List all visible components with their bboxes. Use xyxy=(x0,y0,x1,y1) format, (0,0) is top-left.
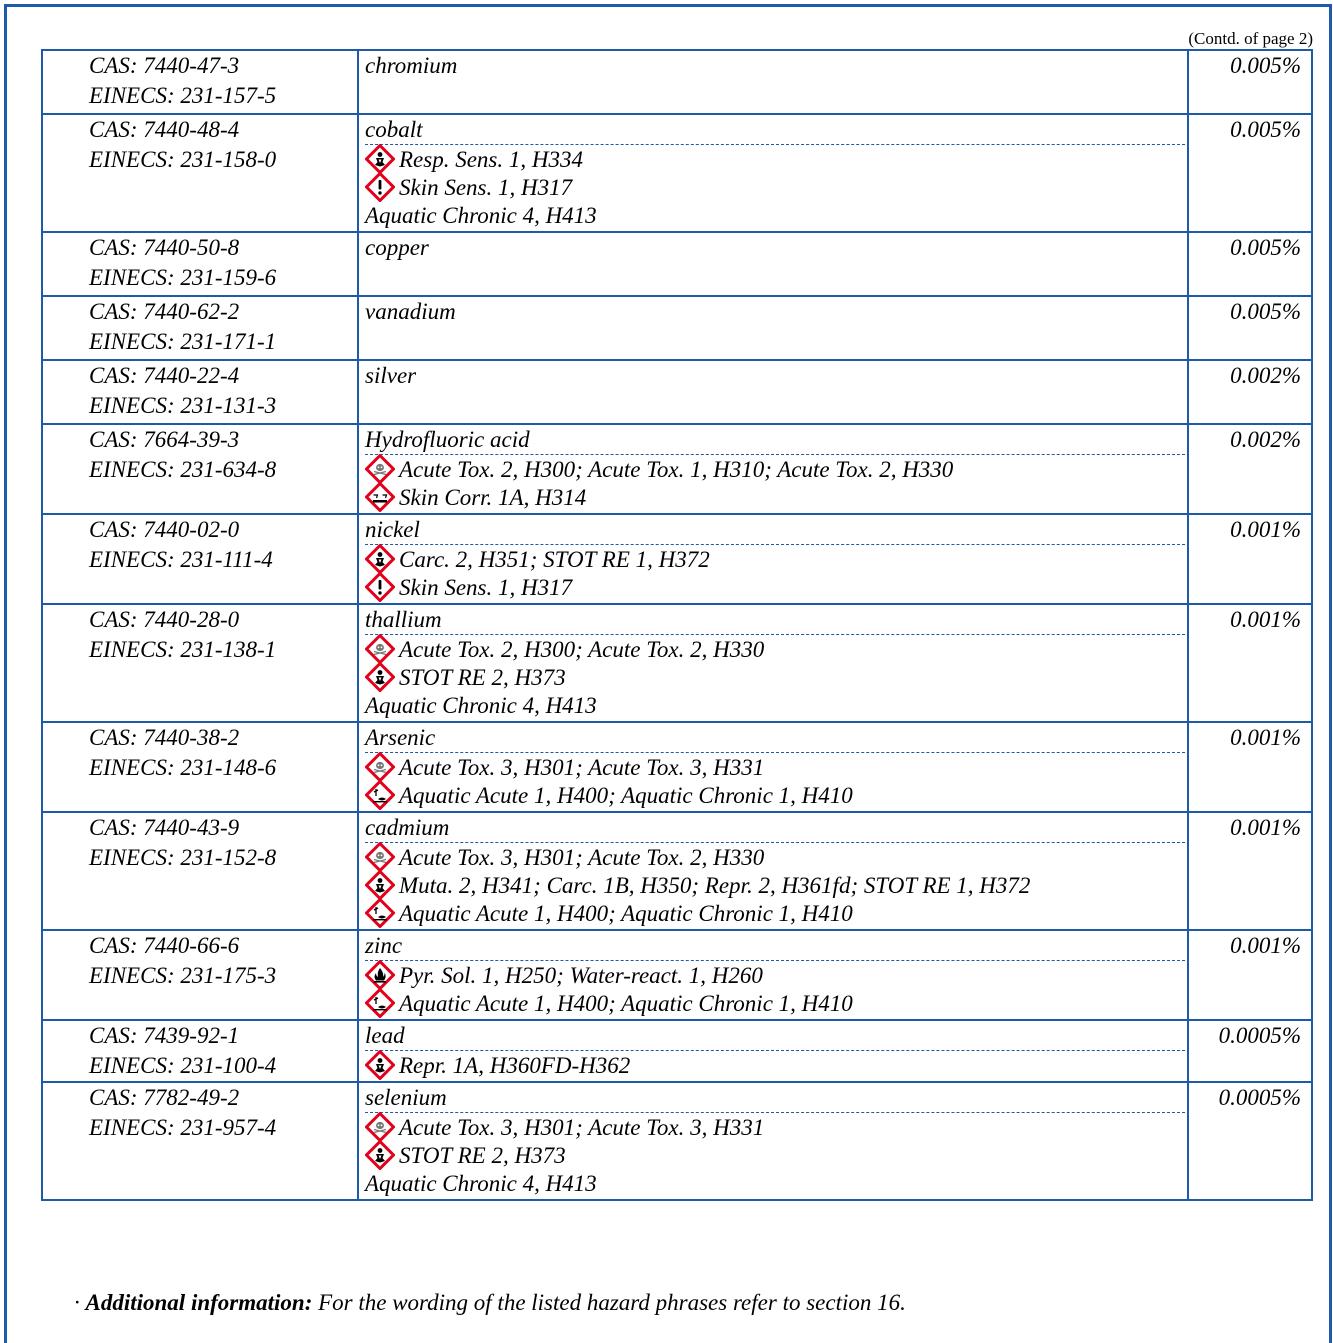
hazard-classification xyxy=(365,1169,1187,1197)
hazard-text: Skin Sens. 1, H317 xyxy=(399,574,573,600)
hazard-classification xyxy=(365,871,1187,899)
hazard-classification xyxy=(365,781,1187,809)
identifiers-cell xyxy=(42,114,358,232)
hazard-text: Skin Sens. 1, H317 xyxy=(399,174,573,200)
substance-name: silver xyxy=(365,363,417,388)
hazard-classification xyxy=(365,573,1187,601)
substance-cell xyxy=(358,360,1188,424)
health-hazard-icon xyxy=(365,1050,395,1080)
skull-icon xyxy=(365,1112,395,1142)
concentration: 0.001% xyxy=(1188,722,1312,812)
substance-cell xyxy=(358,722,1188,812)
corrosion-icon xyxy=(365,482,395,512)
table-row xyxy=(42,50,1312,114)
identifiers-cell xyxy=(42,232,358,296)
identifiers-cell xyxy=(42,424,358,514)
additional-information-text: For the wording of the listed hazard phrases refer to section 16. xyxy=(312,1290,906,1315)
substance-name: nickel xyxy=(365,515,1185,545)
table-row xyxy=(42,232,1312,296)
hazard-classification xyxy=(365,1141,1187,1169)
einecs-number: EINECS: 231-957-4 xyxy=(89,1115,277,1140)
concentration: 0.005% xyxy=(1188,232,1312,296)
substance-name: Arsenic xyxy=(365,723,1185,753)
einecs-number: EINECS: 231-157-5 xyxy=(89,83,277,108)
hazard-text: Muta. 2, H341; Carc. 1B, H350; Repr. 2, H361fd; STOT RE 1, H372 xyxy=(399,872,1031,898)
substance-name: zinc xyxy=(365,931,1185,961)
substance-cell xyxy=(358,1020,1188,1082)
hazard-classification xyxy=(365,899,1187,927)
environment-icon xyxy=(365,898,395,928)
substance-cell xyxy=(358,114,1188,232)
hazard-classification xyxy=(365,843,1187,871)
identifiers-cell xyxy=(42,604,358,722)
hazard-text: Carc. 2, H351; STOT RE 1, H372 xyxy=(399,546,710,572)
table-row xyxy=(42,514,1312,604)
hazard-classification xyxy=(365,201,1187,229)
table-row xyxy=(42,360,1312,424)
einecs-number: EINECS: 231-148-6 xyxy=(89,755,277,780)
concentration: 0.005% xyxy=(1188,50,1312,114)
substance-cell xyxy=(358,50,1188,114)
substance-name: lead xyxy=(365,1021,1185,1051)
cas-number: CAS: 7440-62-2 xyxy=(89,299,240,324)
einecs-number: EINECS: 231-111-4 xyxy=(89,547,273,572)
concentration: 0.0005% xyxy=(1188,1082,1312,1200)
table-row xyxy=(42,296,1312,360)
cas-number: CAS: 7440-43-9 xyxy=(89,815,240,840)
health-hazard-icon xyxy=(365,1140,395,1170)
substance-cell xyxy=(358,930,1188,1020)
cas-number: CAS: 7440-66-6 xyxy=(89,933,240,958)
skull-icon xyxy=(365,842,395,872)
hazard-classification xyxy=(365,483,1187,511)
concentration: 0.001% xyxy=(1188,604,1312,722)
substance-name: cadmium xyxy=(365,813,1185,843)
continuation-note: (Contd. of page 2) xyxy=(1188,29,1313,48)
substance-name: copper xyxy=(365,235,429,260)
table-row xyxy=(42,722,1312,812)
substances-table xyxy=(41,49,1313,1201)
substance-cell xyxy=(358,232,1188,296)
einecs-number: EINECS: 231-138-1 xyxy=(89,637,277,662)
cas-number: CAS: 7440-28-0 xyxy=(89,607,240,632)
einecs-number: EINECS: 231-152-8 xyxy=(89,845,277,870)
hazard-classification xyxy=(365,173,1187,201)
identifiers-cell xyxy=(42,1082,358,1200)
health-hazard-icon xyxy=(365,144,395,174)
cas-number: CAS: 7440-50-8 xyxy=(89,235,240,260)
einecs-number: EINECS: 231-158-0 xyxy=(89,147,277,172)
identifiers-cell xyxy=(42,296,358,360)
concentration: 0.001% xyxy=(1188,930,1312,1020)
hazard-classification xyxy=(365,663,1187,691)
hazard-text: Resp. Sens. 1, H334 xyxy=(399,146,583,172)
hazard-classification xyxy=(365,1113,1187,1141)
hazard-text: Aquatic Acute 1, H400; Aquatic Chronic 1, H410 xyxy=(399,900,853,926)
hazard-classification xyxy=(365,1051,1187,1079)
cas-number: CAS: 7440-38-2 xyxy=(89,725,240,750)
hazard-classification xyxy=(365,691,1187,719)
einecs-number: EINECS: 231-171-1 xyxy=(89,329,277,354)
additional-information xyxy=(74,1290,906,1316)
hazard-text: Acute Tox. 3, H301; Acute Tox. 2, H330 xyxy=(399,844,765,870)
cas-number: CAS: 7782-49-2 xyxy=(89,1085,240,1110)
einecs-number: EINECS: 231-175-3 xyxy=(89,963,277,988)
exclamation-icon xyxy=(365,572,395,602)
cas-number: CAS: 7440-48-4 xyxy=(89,117,240,142)
identifiers-cell xyxy=(42,514,358,604)
hazard-classification xyxy=(365,455,1187,483)
identifiers-cell xyxy=(42,722,358,812)
einecs-number: EINECS: 231-634-8 xyxy=(89,457,277,482)
concentration: 0.002% xyxy=(1188,424,1312,514)
health-hazard-icon xyxy=(365,870,395,900)
hazard-text: Aquatic Acute 1, H400; Aquatic Chronic 1, H410 xyxy=(399,782,853,808)
hazard-text: Pyr. Sol. 1, H250; Water-react. 1, H260 xyxy=(399,962,763,988)
concentration: 0.0005% xyxy=(1188,1020,1312,1082)
identifiers-cell xyxy=(42,930,358,1020)
hazard-text: Aquatic Chronic 4, H413 xyxy=(365,1170,597,1196)
environment-icon xyxy=(365,988,395,1018)
concentration: 0.005% xyxy=(1188,296,1312,360)
substance-cell xyxy=(358,296,1188,360)
skull-icon xyxy=(365,634,395,664)
einecs-number: EINECS: 231-159-6 xyxy=(89,265,277,290)
hazard-classification xyxy=(365,961,1187,989)
substance-cell xyxy=(358,1082,1188,1200)
identifiers-cell xyxy=(42,812,358,930)
hazard-classification xyxy=(365,545,1187,573)
hazard-classification xyxy=(365,989,1187,1017)
hazard-text: Acute Tox. 2, H300; Acute Tox. 1, H310; Acute Tox. 2, H330 xyxy=(399,456,954,482)
concentration: 0.001% xyxy=(1188,514,1312,604)
hazard-text: Aquatic Chronic 4, H413 xyxy=(365,692,597,718)
einecs-number: EINECS: 231-100-4 xyxy=(89,1053,277,1078)
hazard-text: Acute Tox. 3, H301; Acute Tox. 3, H331 xyxy=(399,754,765,780)
additional-information-label: Additional information: xyxy=(85,1290,313,1315)
hazard-classification xyxy=(365,753,1187,781)
hazard-classification xyxy=(365,145,1187,173)
cas-number: CAS: 7439-92-1 xyxy=(89,1023,240,1048)
hazard-text: STOT RE 2, H373 xyxy=(399,1142,566,1168)
table-row xyxy=(42,114,1312,232)
hazard-text: Acute Tox. 3, H301; Acute Tox. 3, H331 xyxy=(399,1114,765,1140)
identifiers-cell xyxy=(42,50,358,114)
skull-icon xyxy=(365,454,395,484)
hazard-text: Aquatic Chronic 4, H413 xyxy=(365,202,597,228)
identifiers-cell xyxy=(42,1020,358,1082)
hazard-text: Repr. 1A, H360FD-H362 xyxy=(399,1052,631,1078)
substance-cell xyxy=(358,812,1188,930)
flame-icon xyxy=(365,960,395,990)
substance-name: selenium xyxy=(365,1083,1185,1113)
substance-cell xyxy=(358,424,1188,514)
substance-cell xyxy=(358,514,1188,604)
table-row xyxy=(42,604,1312,722)
exclamation-icon xyxy=(365,172,395,202)
table-row xyxy=(42,930,1312,1020)
einecs-number: EINECS: 231-131-3 xyxy=(89,393,277,418)
hazard-classification xyxy=(365,635,1187,663)
concentration: 0.001% xyxy=(1188,812,1312,930)
hazard-text: STOT RE 2, H373 xyxy=(399,664,566,690)
substance-name: vanadium xyxy=(365,299,456,324)
hazard-text: Acute Tox. 2, H300; Acute Tox. 2, H330 xyxy=(399,636,765,662)
concentration: 0.002% xyxy=(1188,360,1312,424)
substance-cell xyxy=(358,604,1188,722)
hazard-text: Skin Corr. 1A, H314 xyxy=(399,484,587,510)
table-row xyxy=(42,424,1312,514)
cas-number: CAS: 7440-22-4 xyxy=(89,363,240,388)
table-row xyxy=(42,1020,1312,1082)
cas-number: CAS: 7440-47-3 xyxy=(89,53,240,78)
substance-name: chromium xyxy=(365,53,458,78)
table-row xyxy=(42,1082,1312,1200)
cas-number: CAS: 7440-02-0 xyxy=(89,517,240,542)
cas-number: CAS: 7664-39-3 xyxy=(89,427,240,452)
health-hazard-icon xyxy=(365,544,395,574)
concentration: 0.005% xyxy=(1188,114,1312,232)
environment-icon xyxy=(365,780,395,810)
table-row xyxy=(42,812,1312,930)
bullet: · xyxy=(74,1290,80,1315)
substance-name: cobalt xyxy=(365,115,1185,145)
substance-name: Hydrofluoric acid xyxy=(365,425,1185,455)
identifiers-cell xyxy=(42,360,358,424)
substance-name: thallium xyxy=(365,605,1185,635)
health-hazard-icon xyxy=(365,662,395,692)
hazard-text: Aquatic Acute 1, H400; Aquatic Chronic 1, H410 xyxy=(399,990,853,1016)
skull-icon xyxy=(365,752,395,782)
